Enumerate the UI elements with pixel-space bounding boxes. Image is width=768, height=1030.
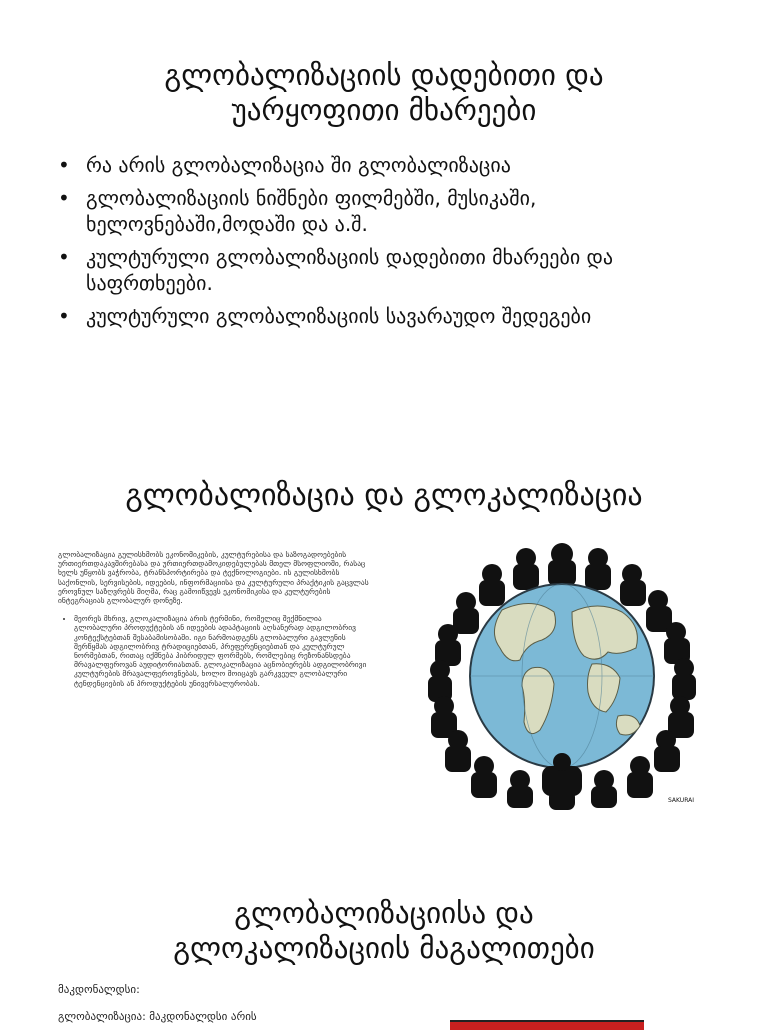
- bullet-item: [58, 303, 698, 329]
- slide-1: [0, 0, 768, 400]
- bullet-item: [58, 152, 698, 178]
- slide-1-title-line-1: გლობალიზაციის დადებითი და: [164, 58, 604, 92]
- slide-2-body-text: [58, 550, 370, 688]
- bullet-text: რა არის გლობალიზაცია ში გლობალიზაცია: [86, 153, 511, 177]
- mcdonalds-label: მაკდონალდსი:: [58, 983, 140, 996]
- mcdonalds-logo-image: [450, 1020, 644, 1030]
- slide-3-title-line-2: გლოკალიზაციის მაგალითები: [173, 931, 595, 965]
- globe-with-businessmen-icon: [422, 540, 702, 812]
- slide-1-title: [60, 58, 708, 128]
- bullet-dot-icon: •: [58, 186, 70, 210]
- slide-1-bullet-list: [58, 152, 698, 336]
- cartoon-signature: SAKURAI: [668, 797, 694, 804]
- bullet-item: [58, 185, 698, 237]
- bullet-item: [58, 244, 698, 296]
- bullet-text: კულტურული გლობალიზაციის დადებითი მხარეები და საფრთხეები.: [86, 245, 614, 295]
- glocalization-bullet: • მეორეს მხრივ, გლოკალიზაცია არის ტერმინი, რომელიც შექმნილია გლობალური პროდუქტების ან იდეების ადაპტაციის აღსანერად ადგილობრივ კონტექსტებთან შესაბამისობაში. იგი ნარმოადგენს გლობალური გავლენის შერწყმას ადგილობრივ ტრადიციებთან, პრეფერენციებთან და კულტურულ ნორმებთან, რითაც იქმნება ჰიბრიდულ ფორმებს, რომლებიც რეზონანსდება მრავალფეროვან აუდიტორიასთან. გლოკალიზაცია აცნობიერებს ადგილობრივი კულტურების მრავალფეროვნებას, ხოლო მოიცავს გარკვეულ გლობალური ტენდენციების ან პროდუქტების უნივერსალურობას.: [74, 614, 370, 688]
- slide-3-title-line-1: გლობალიზაციისა და: [234, 896, 534, 930]
- glocalization-list: [58, 614, 370, 688]
- slide-1-title-line-2: უარყოფითი მხარეები: [231, 93, 537, 127]
- bullet-dot-icon: •: [58, 304, 70, 328]
- mcdonalds-globalization-line: გლობალიზაცია: მაკდონალდსი არის: [58, 1010, 257, 1023]
- bullet-text: გლობალიზაციის ნიშნები ფილმებში, მუსიკაში, ხელოვნებაში,მოდაში და ა.შ.: [86, 186, 537, 236]
- slide-3: [0, 870, 768, 1024]
- slide-2-title: გლობალიზაცია და გლოკალიზაცია: [125, 478, 643, 513]
- bullet-dot-icon: •: [58, 245, 70, 269]
- slide-2: [0, 458, 768, 838]
- globe-cartoon-image: [422, 540, 702, 812]
- bullet-text: კულტურული გლობალიზაციის სავარაუდო შედეგები: [86, 304, 592, 328]
- globalization-paragraph: გლობალიზაცია გულისხმობს ეკონომიკების, კულტურებისა და საზოგადოებების ურთიერთდაკავშირებასა და ურთიერთდამოკიდებულებას მთელ მსოფლიოში, რასაც ხელს უწყობს ვაჭრობა, ტრანსპორტირება და ტექნოლოგიები. ის გულისხმობს საქონლის, სერვისების, იდეების, ინფორმაციისა და კულტურული პრაქტიკის გაცვლას ეროვნულ საზღვრებს მიღმა, რაც გამოიწვევს ეკონომიკისა და კულტურების ინტეგრაციას გლობალურ დონეზე.: [58, 550, 369, 606]
- slide-3-title: [60, 896, 708, 966]
- bullet-dot-icon: •: [58, 153, 70, 177]
